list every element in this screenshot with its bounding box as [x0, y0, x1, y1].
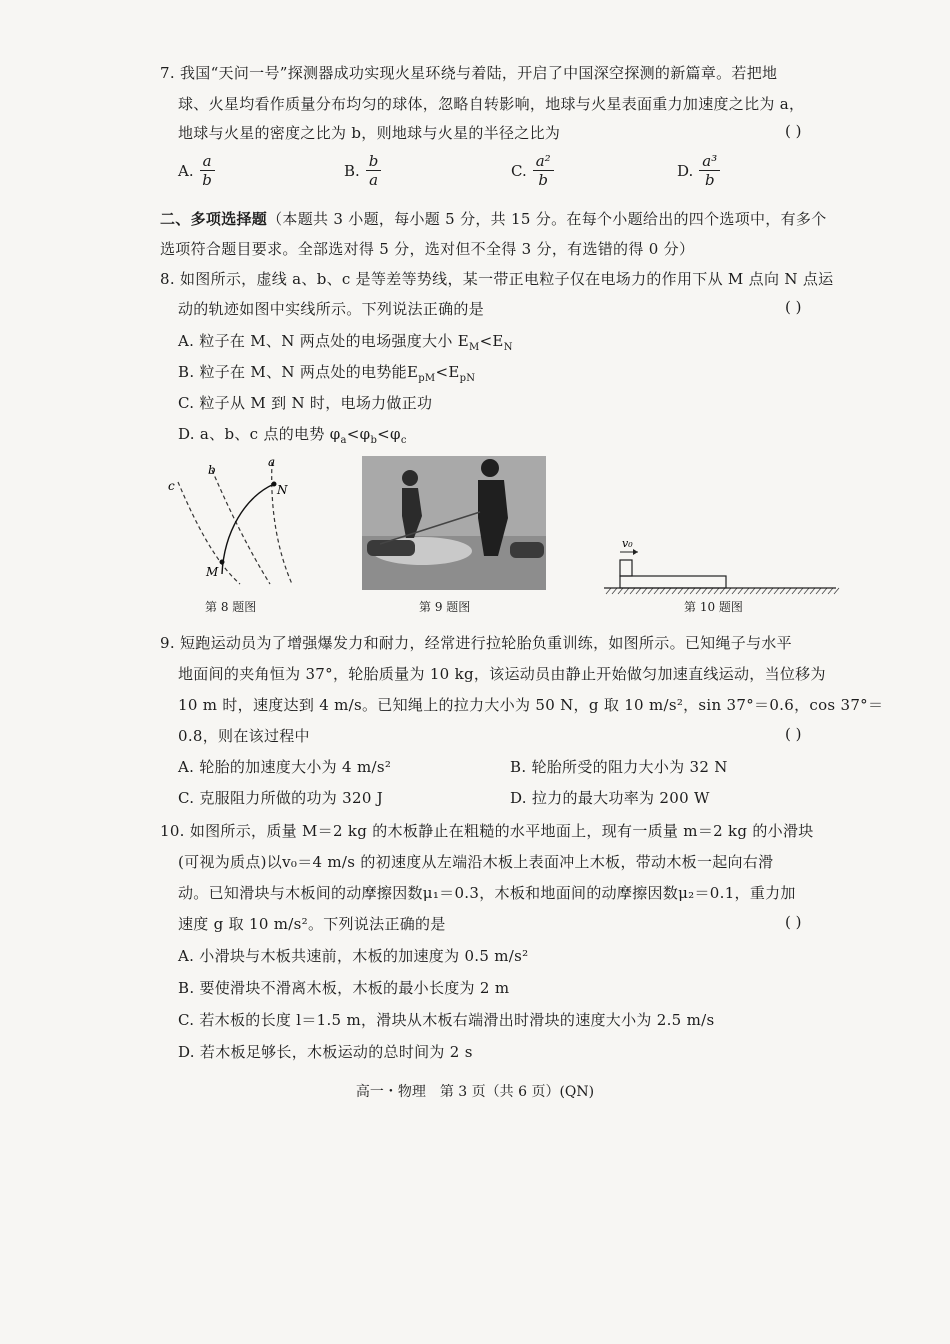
hatch-line [666, 588, 671, 594]
q7-line3: 地球与火星的密度之比为 b，则地球与火星的半径之比为 [178, 124, 561, 142]
hatch-line [714, 588, 719, 594]
q9-answer-paren: ( ) [785, 725, 802, 743]
q7-line1: 7. 我国“天问一号”探测器成功实现火星环绕与着陆，开启了中国深空探测的新篇章。若把地 [160, 64, 778, 82]
q10-line3: 动。已知滑块与木板间的动摩擦因数μ₁＝0.3，木板和地面间的动摩擦因数μ₂＝0.1，重力加 [178, 884, 796, 902]
q10-option-a: A. 小滑块与木板共速前，木板的加速度为 0.5 m/s² [178, 947, 529, 965]
section2-header-line2: 选项符合题目要求。全部选对得 5 分，选对但不全得 3 分，有选错的得 0 分） [160, 240, 695, 258]
fig8-label-m: M [206, 565, 219, 579]
ground-hatching [606, 588, 839, 594]
q8-option-b: B. 粒子在 M、N 两点处的电势能$E_{pM}<E_{pN}$ [178, 363, 476, 384]
q7-line2: 球、火星均看作质量分布均匀的球体，忽略自转影响，地球与火星表面重力加速度之比为 a， [178, 95, 805, 113]
hatch-line [750, 588, 755, 594]
q7-option-c: C. $\frac{\text{a²}}{b}$ [511, 152, 554, 189]
hatch-line [726, 588, 731, 594]
hatch-line [804, 588, 809, 594]
fig8-label-n: N [277, 483, 288, 497]
q9-line1: 9. 短跑运动员为了增强爆发力和耐力，经常进行拉轮胎负重训练，如图所示。已知绳子与水平 [160, 634, 792, 652]
q9-option-a: A. 轮胎的加速度大小为 4 m/s² [178, 758, 392, 776]
figure-10-diagram [600, 532, 840, 596]
q8-line1: 8. 如图所示，虚线 a、b、c 是等差等势线，某一带正电粒子仅在电场力的作用下从 M 点向 N 点运 [160, 270, 834, 288]
q7-option-a: A. $\frac{a}{b}$ [178, 152, 215, 189]
q9-option-d: D. 拉力的最大功率为 200 W [510, 789, 710, 807]
hatch-line [774, 588, 779, 594]
hatch-line [720, 588, 725, 594]
q8-answer-paren: ( ) [785, 298, 802, 316]
q9-line2: 地面间的夹角恒为 37°，轮胎质量为 10 kg，该运动员由静止开始做匀加速直线运动，当位移为 [178, 665, 826, 683]
hatch-line [828, 588, 833, 594]
q10-option-c: C. 若木板的长度 l＝1.5 m，滑块从木板右端滑出时滑块的速度大小为 2.5 m/s [178, 1011, 715, 1029]
hatch-line [768, 588, 773, 594]
hatch-line [702, 588, 707, 594]
hatch-line [810, 588, 815, 594]
figure-8-diagram [160, 452, 310, 592]
tire-training-photo [362, 456, 546, 590]
section2-rule: （本题共 3 小题，每小题 5 分，共 15 分。在每个小题给出的四个选项中，有多个 [267, 210, 827, 228]
hatch-line [738, 588, 743, 594]
hatch-line [618, 588, 623, 594]
fig9-caption: 第 9 题图 [419, 600, 471, 614]
q8-option-a: A. 粒子在 M、N 两点处的电场强度大小 $E_M<E_N$ [178, 332, 513, 353]
q10-option-b: B. 要使滑块不滑离木板，木板的最小长度为 2 m [178, 979, 510, 997]
hatch-line [756, 588, 761, 594]
q7-answer-paren: ( ) [785, 122, 802, 140]
q9-line4: 0.8，则在该过程中 [178, 727, 310, 745]
q8-option-d: D. a、b、c 点的电势 $\varphi_a<\varphi_b<\varphi_c$ [178, 425, 407, 446]
q7-option-d: D. $\frac{\text{a³}}{b}$ [677, 152, 720, 189]
fig10-caption: 第 10 题图 [684, 600, 743, 614]
hatch-line [798, 588, 803, 594]
hatch-line [690, 588, 695, 594]
q9-option-c: C. 克服阻力所做的功为 320 J [178, 789, 384, 807]
hatch-line [678, 588, 683, 594]
hatch-line [612, 588, 617, 594]
hatch-line [744, 588, 749, 594]
hatch-line [624, 588, 629, 594]
hatch-line [786, 588, 791, 594]
q8-line2: 动的轨迹如图中实线所示。下列说法正确的是 [178, 300, 485, 318]
q10-line1: 10. 如图所示，质量 M＝2 kg 的木板静止在粗糙的水平地面上，现有一质量 m＝2 kg 的小滑块 [160, 822, 814, 840]
hatch-line [816, 588, 821, 594]
q7-option-b: B. $\frac{b}{a}$ [344, 152, 381, 189]
hatch-line [660, 588, 665, 594]
hatch-line [684, 588, 689, 594]
hatch-line [762, 588, 767, 594]
fig8-label-c: c [168, 479, 175, 493]
q9-option-b: B. 轮胎所受的阻力大小为 32 N [510, 758, 728, 776]
fig10-label-v0: v₀ [622, 537, 633, 550]
hatch-line [630, 588, 635, 594]
figure-9-photo [362, 456, 546, 590]
q9-line3: 10 m 时，速度达到 4 m/s。已知绳上的拉力大小为 50 N，g 取 10 m/s²，sin 37°＝0.6，cos 37°＝ [178, 696, 884, 714]
hatch-line [648, 588, 653, 594]
fig8-label-a: a [268, 455, 276, 469]
hatch-line [642, 588, 647, 594]
q10-option-d: D. 若木板足够长，木板运动的总时间为 2 s [178, 1043, 473, 1061]
fig8-caption: 第 8 题图 [205, 600, 257, 614]
hatch-line [606, 588, 611, 594]
q10-line4: 速度 g 取 10 m/s²。下列说法正确的是 [178, 915, 446, 933]
q8-option-c: C. 粒子从 M 到 N 时，电场力做正功 [178, 394, 433, 412]
hatch-line [834, 588, 839, 594]
hatch-line [792, 588, 797, 594]
hatch-line [708, 588, 713, 594]
section2-title: 二、多项选择题 [160, 210, 268, 228]
q10-line2: (可视为质点)以v₀＝4 m/s 的初速度从左端沿木板上表面冲上木板，带动木板一起向右滑 [178, 853, 774, 871]
hatch-line [822, 588, 827, 594]
section2-header-line1 [160, 208, 827, 229]
hatch-line [654, 588, 659, 594]
hatch-line [636, 588, 641, 594]
hatch-line [696, 588, 701, 594]
page-footer: 高一・物理 第 3 页（共 6 页）(QN) [355, 1084, 595, 1100]
hatch-line [672, 588, 677, 594]
hatch-line [732, 588, 737, 594]
hatch-line [780, 588, 785, 594]
fig8-label-b: b [208, 463, 216, 477]
q10-answer-paren: ( ) [785, 913, 802, 931]
